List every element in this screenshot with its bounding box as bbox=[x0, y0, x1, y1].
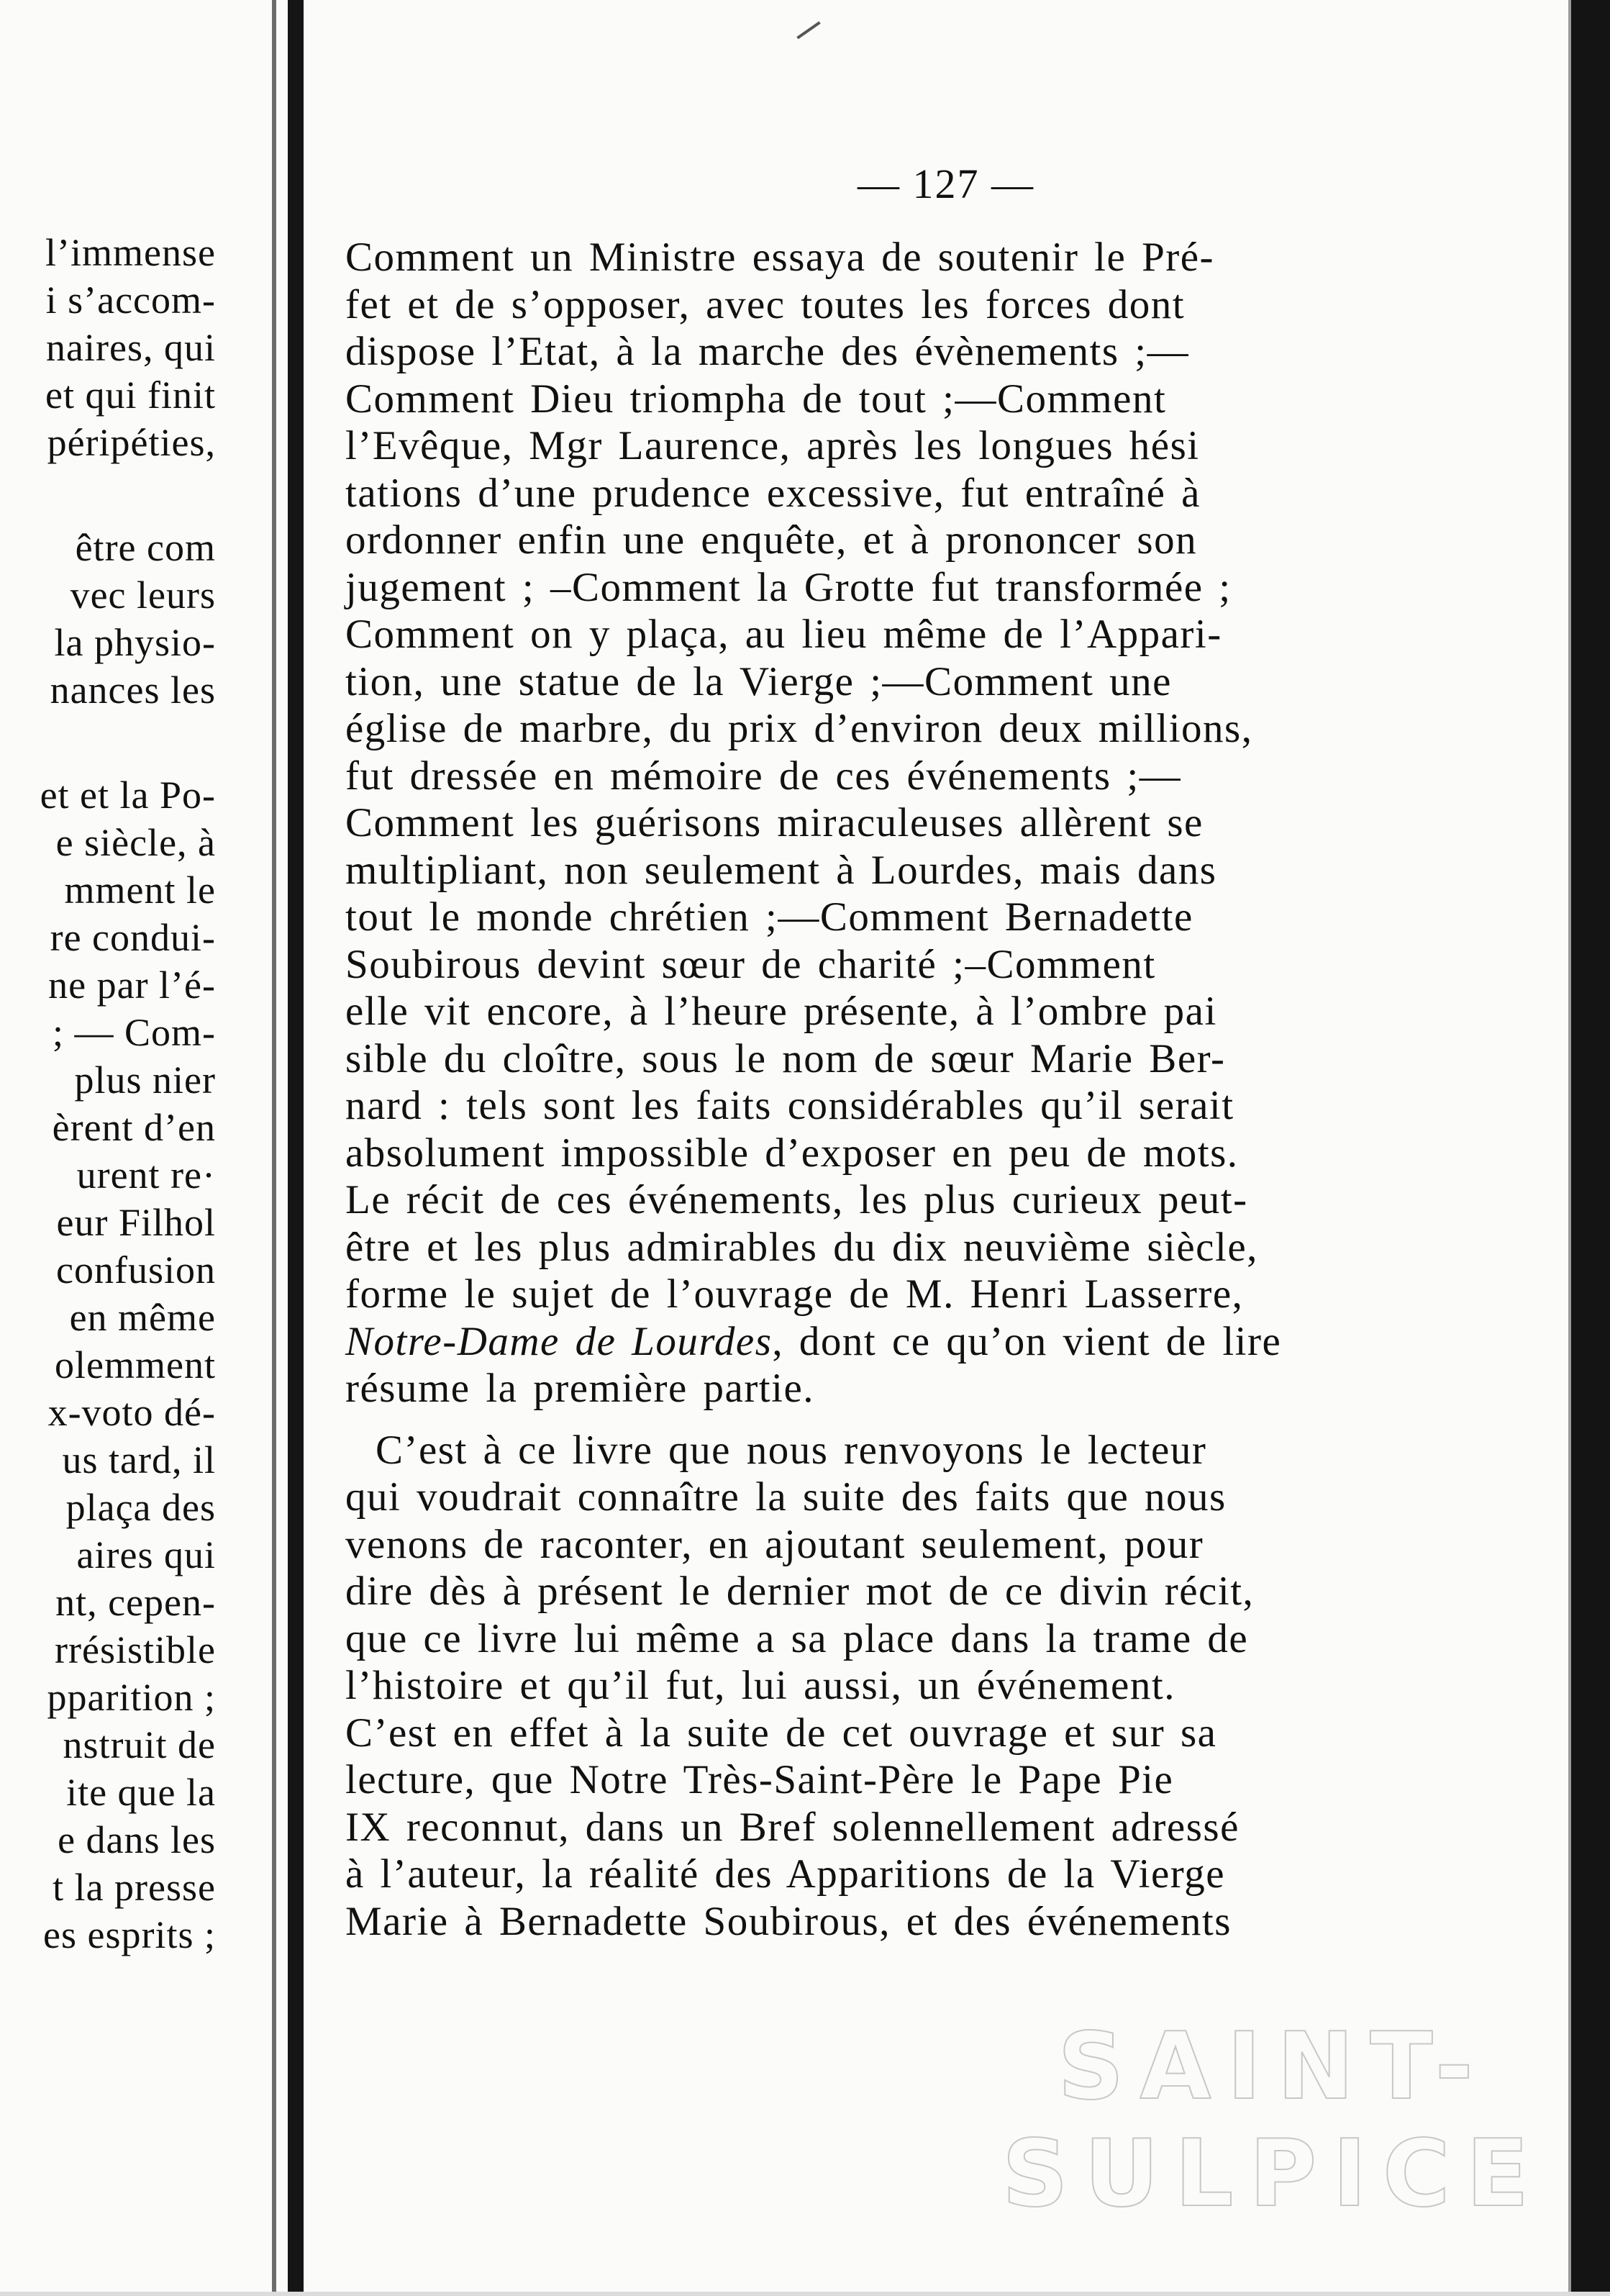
previous-page-line: ite que la bbox=[66, 1771, 216, 1814]
previous-page-line: olemment bbox=[55, 1343, 216, 1387]
previous-page-line: mment le bbox=[64, 868, 216, 912]
previous-page-line: nt, cepen- bbox=[55, 1581, 216, 1624]
text-line: elle vit encore, à l’heure présente, à l’ombre pai bbox=[345, 989, 1217, 1034]
text-line: tion, une statue de la Vierge ;—Comment une bbox=[345, 658, 1172, 704]
text-line: être et les plus admirables du dix neuvième siècle, bbox=[345, 1224, 1258, 1270]
text-line: fut dressée en mémoire de ces événements ;— bbox=[345, 753, 1182, 799]
text-line: tout le monde chrétien ;—Comment Bernadette bbox=[345, 894, 1193, 940]
text-line: nard : tels sont les faits considérables qu’il serait bbox=[345, 1083, 1234, 1128]
text-line: absolument impossible d’exposer en peu de mots. bbox=[345, 1130, 1239, 1176]
page-edge bbox=[1571, 0, 1610, 2296]
previous-page-line: rrésistible bbox=[55, 1628, 216, 1671]
previous-page-line: péripéties, bbox=[47, 421, 216, 464]
stamp-text: SAINT-SULPICE bbox=[1001, 2013, 1545, 2228]
previous-page-line: en même bbox=[69, 1296, 216, 1339]
library-stamp bbox=[892, 2013, 1610, 2228]
previous-page-line: ne par l’é- bbox=[48, 963, 216, 1007]
previous-page-line: confusion bbox=[56, 1248, 216, 1292]
text-line: venons de raconter, en ajoutant seulement, pour bbox=[345, 1521, 1204, 1567]
text-line: que ce livre lui même a sa place dans la trame de bbox=[345, 1615, 1249, 1661]
previous-page-line: nstruit de bbox=[63, 1723, 216, 1766]
text-line: Le récit de ces événements, les plus curieux peut- bbox=[345, 1177, 1248, 1222]
text-line: à l’auteur, la réalité des Apparitions de la Vierge bbox=[345, 1851, 1226, 1897]
text-line: Marie à Bernadette Soubirous, et des événements bbox=[345, 1898, 1232, 1944]
text-line: jugement ; –Comment la Grotte fut transformée ; bbox=[345, 564, 1232, 610]
book-gutter bbox=[288, 0, 304, 2296]
text-line: résume la première partie. bbox=[345, 1366, 815, 1411]
text-line bbox=[345, 1319, 1281, 1365]
ink-mark bbox=[796, 21, 820, 39]
previous-page-line: es esprits ; bbox=[43, 1913, 216, 1956]
previous-page-line: re condui- bbox=[50, 916, 216, 959]
text-line: Comment on y plaça, au lieu même de l’Appari- bbox=[345, 612, 1222, 657]
text-line: multipliant, non seulement à Lourdes, mais dans bbox=[345, 847, 1217, 893]
previous-page-line: l’immense bbox=[45, 231, 216, 274]
text-line: dispose l’Etat, à la marche des évènements ;— bbox=[345, 329, 1190, 374]
text-line: tations d’une prudence excessive, fut entraîné à bbox=[345, 470, 1201, 516]
text-line: ordonner enfin une enquête, et à prononcer son bbox=[345, 517, 1198, 563]
previous-page-line: plaça des bbox=[65, 1486, 216, 1529]
previous-page-line: et qui finit bbox=[45, 373, 216, 417]
text-line: église de marbre, du prix d’environ deux millions, bbox=[345, 706, 1253, 751]
text-line: qui voudrait connaître la suite des faits que nous bbox=[345, 1474, 1227, 1520]
text-fragment: , dont ce qu’on vient de lire bbox=[772, 1318, 1282, 1364]
text-line: lecture, que Notre Très-Saint-Père le Pape Pie bbox=[345, 1757, 1174, 1802]
previous-page-line: urent re· bbox=[76, 1153, 216, 1197]
text-line: C’est à ce livre que nous renvoyons le lecteur bbox=[376, 1427, 1207, 1473]
previous-page-line: t la presse bbox=[53, 1866, 216, 1909]
previous-page-line: nances les bbox=[50, 668, 216, 712]
previous-page-line: x-voto dé- bbox=[47, 1391, 216, 1434]
previous-page-line: être com bbox=[75, 526, 216, 569]
previous-page-fragment bbox=[0, 229, 216, 1984]
previous-page-line: e siècle, à bbox=[55, 821, 216, 864]
previous-page-line: èrent d’en bbox=[52, 1106, 216, 1149]
previous-page-line: us tard, il bbox=[62, 1438, 216, 1481]
text-line: Soubirous devint sœur de charité ;–Comment bbox=[345, 941, 1156, 987]
previous-page-line: et et la Po- bbox=[40, 773, 216, 817]
text-line: l’Evêque, Mgr Laurence, après les longues hési bbox=[345, 423, 1200, 468]
previous-page-line: vec leurs bbox=[70, 573, 216, 617]
previous-page-line: plus nier bbox=[74, 1058, 216, 1102]
text-line: sible du cloître, sous le nom de sœur Marie Ber- bbox=[345, 1035, 1226, 1081]
previous-page-line: naires, qui bbox=[46, 326, 216, 369]
previous-page-line: i s’accom- bbox=[45, 278, 216, 322]
text-line: C’est en effet à la suite de cet ouvrage et sur sa bbox=[345, 1710, 1217, 1756]
previous-page-line: pparition ; bbox=[47, 1676, 216, 1719]
previous-page-line: e dans les bbox=[58, 1818, 216, 1861]
text-line: fet et de s’opposer, avec toutes les forces dont bbox=[345, 281, 1186, 327]
text-line: IX reconnut, dans un Bref solennellement adressé bbox=[345, 1804, 1240, 1850]
page-number bbox=[338, 160, 1460, 208]
text-line: Comment Dieu triompha de tout ;—Comment bbox=[345, 376, 1167, 422]
text-line: Comment un Ministre essaya de soutenir le Pré- bbox=[345, 235, 1215, 280]
page-number-text: — 127 — bbox=[858, 160, 1034, 207]
previous-page-line: la physio- bbox=[54, 621, 216, 664]
binding-shadow bbox=[272, 0, 276, 2296]
text-line: l’histoire et qu’il fut, lui aussi, un événement. bbox=[345, 1663, 1175, 1708]
previous-page-line: eur Filhol bbox=[56, 1201, 216, 1244]
book-title: Notre-Dame de Lourdes bbox=[345, 1318, 773, 1364]
text-line: Comment les guérisons miraculeuses allèrent se bbox=[345, 800, 1204, 845]
previous-page-line: ; — Com- bbox=[52, 1011, 216, 1054]
main-page bbox=[338, 0, 1545, 2296]
previous-page-line: aires qui bbox=[76, 1533, 216, 1576]
text-line: dire dès à présent le dernier mot de ce divin récit, bbox=[345, 1569, 1255, 1614]
text-line: forme le sujet de l’ouvrage de M. Henri Lasserre, bbox=[345, 1271, 1244, 1317]
